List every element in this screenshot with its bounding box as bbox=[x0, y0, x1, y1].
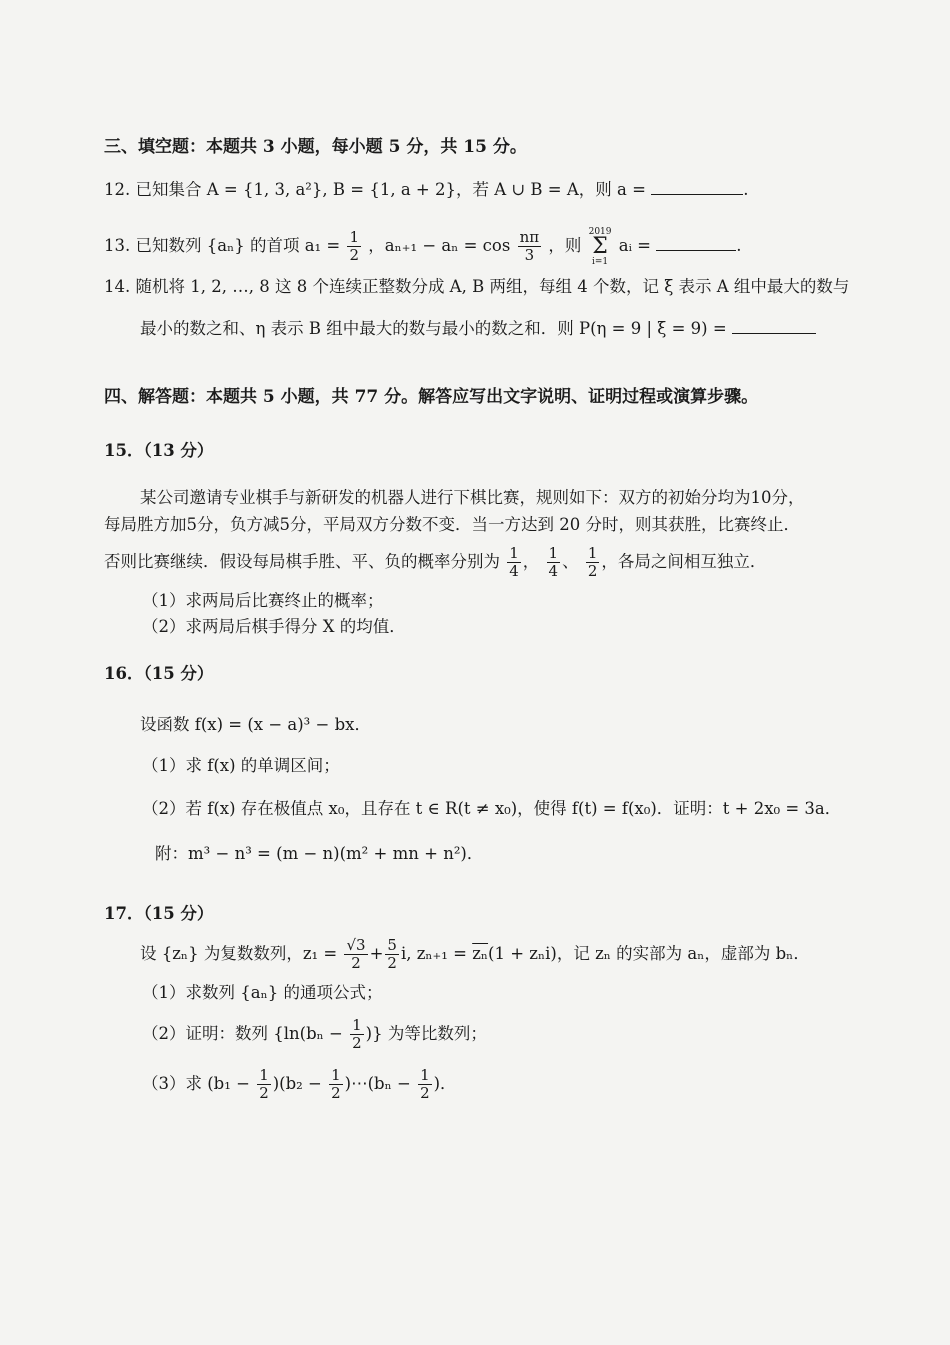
frac-numerator: √3 bbox=[346, 936, 366, 954]
q17-sub2-frac bbox=[350, 1017, 364, 1052]
frac-numerator: 5 bbox=[387, 936, 397, 954]
q14-number: 14. bbox=[104, 277, 131, 296]
q17-sub3-c: )⋯(bₙ − bbox=[344, 1074, 411, 1093]
q16-sub1: （1）求 f(x) 的单调区间； bbox=[142, 756, 340, 775]
frac-denominator: 2 bbox=[387, 954, 397, 972]
q12-end: . bbox=[743, 180, 749, 199]
section4-heading: 四、解答题：本题共 5 小题，共 77 分。解答应写出文字说明、证明过程或演算步骤。 bbox=[104, 387, 759, 407]
q17-sub2-text: （2）证明：数列 {ln(bₙ − bbox=[142, 1024, 343, 1043]
q13-part3: ，则 bbox=[548, 236, 582, 255]
q14-line2 bbox=[140, 317, 816, 340]
frac-denominator: 2 bbox=[331, 1084, 341, 1102]
q17-intro-b: i, zₙ₊₁ = bbox=[400, 944, 467, 963]
q13-part2: ，aₙ₊₁ − aₙ = cos bbox=[368, 236, 511, 255]
q15-prob-lose bbox=[586, 545, 600, 580]
frac-denominator: 3 bbox=[524, 246, 535, 264]
q16-sub2: （2）若 f(x) 存在极值点 x₀，且存在 t ∈ R(t ≠ x₀)，使得 f(t) = f(x₀)．证明：t + 2x₀ = 3a． bbox=[142, 799, 842, 818]
frac-denominator: 2 bbox=[351, 954, 361, 972]
frac-numerator: nπ bbox=[519, 228, 540, 246]
frac-numerator: 1 bbox=[587, 544, 598, 562]
question-13 bbox=[104, 224, 742, 268]
q15-sub2: （2）求两局后棋手得分 X 的均值． bbox=[142, 617, 406, 636]
q15-prob-draw bbox=[547, 545, 561, 580]
q17-frac-real bbox=[344, 937, 367, 972]
frac-denominator: 2 bbox=[259, 1084, 269, 1102]
question-12 bbox=[104, 178, 748, 201]
frac-denominator: 2 bbox=[420, 1084, 430, 1102]
q15-prob-win bbox=[507, 545, 521, 580]
q12-number: 12. bbox=[104, 180, 131, 199]
q17-sub2-end: )} 为等比数列； bbox=[365, 1024, 487, 1043]
frac-numerator: 1 bbox=[548, 544, 559, 562]
q17-sub3-frac1 bbox=[257, 1067, 271, 1102]
frac-numerator: 1 bbox=[259, 1066, 269, 1084]
q17-sub2 bbox=[142, 1012, 487, 1056]
q17-intro-a: 设 {zₙ} 为复数数列，z₁ = bbox=[140, 944, 338, 963]
q17-sub1: （1）求数列 {aₙ} 的通项公式； bbox=[142, 983, 383, 1002]
frac-denominator: 2 bbox=[349, 246, 360, 264]
q14-line1 bbox=[104, 276, 849, 298]
q16-intro: 设函数 f(x) = (x − a)³ − bx． bbox=[140, 715, 371, 734]
q15-line1: 某公司邀请专业棋手与新研发的机器人进行下棋比赛，规则如下：双方的初始分均为10分， bbox=[140, 488, 805, 507]
frac-numerator: 1 bbox=[509, 544, 519, 562]
sum-upper-limit: 2019 bbox=[588, 226, 612, 237]
q12-text: 已知集合 A = {1, 3, a²}, B = {1, a + 2}，若 A ∪ B = A，则 a = bbox=[135, 180, 646, 199]
q14-text1: 随机将 1, 2, …, 8 这 8 个连续正整数分成 A, B 两组，每组 4 个数，记 ξ 表示 A 组中最大的数与 bbox=[135, 277, 850, 296]
q17-label: 17．（15 分） bbox=[104, 904, 214, 923]
q15-line3-text: 否则比赛继续．假设每局棋手胜、平、负的概率分别为 bbox=[104, 552, 500, 571]
q17-sub3-frac2 bbox=[329, 1067, 343, 1102]
q17-intro-c: (1 + zₙi)，记 zₙ 的实部为 aₙ，虚部为 bₙ． bbox=[488, 944, 810, 963]
q15-label: 15．（13 分） bbox=[104, 441, 214, 460]
q17-frac-imag bbox=[385, 937, 399, 972]
q16-label: 16．（15 分） bbox=[104, 664, 214, 683]
q13-part1: 已知数列 {aₙ} 的首项 a₁ = bbox=[135, 236, 341, 255]
q17-sub3-a: （3）求 (b₁ − bbox=[142, 1074, 250, 1093]
q15-line2: 每局胜方加5分，负方减5分，平局双方分数不变．当一方达到 20 分时，则其获胜，比赛终止． bbox=[104, 515, 800, 534]
q17-sub3-frac3 bbox=[418, 1067, 432, 1102]
q17-plus: + bbox=[369, 944, 384, 963]
q17-sub3-b: )(b₂ − bbox=[272, 1074, 322, 1093]
q12-answer-blank bbox=[651, 178, 743, 195]
frac-denominator: 4 bbox=[509, 562, 519, 580]
q13-answer-blank bbox=[656, 234, 736, 251]
q13-part4: aᵢ = bbox=[618, 236, 651, 255]
sum-lower-limit: i=1 bbox=[591, 256, 609, 267]
q15-line3-end: ，各局之间相互独立． bbox=[601, 552, 767, 571]
q13-summation bbox=[589, 227, 612, 267]
frac-numerator: 1 bbox=[349, 228, 360, 246]
q17-sub3-d: )． bbox=[433, 1074, 457, 1093]
q13-frac-first-term bbox=[347, 229, 361, 264]
q13-number: 13. bbox=[104, 236, 131, 255]
sigma-icon: Σ bbox=[592, 233, 608, 259]
q13-end: . bbox=[736, 236, 742, 255]
q15-line3: 否则比赛继续．假设每局棋手胜、平、负的概率分别为 $\frac{1}{4}$ ， $\frac{1}{4}$ 、 $\frac{1}{2}$ ，各局之间相互独立． bbox=[104, 544, 767, 580]
q17-conjugate: $\overline{z_n}$ bbox=[472, 944, 489, 963]
frac-denominator: 2 bbox=[352, 1034, 362, 1052]
q16-note: 附：m³ − n³ = (m − n)(m² + mn + n²)． bbox=[155, 844, 484, 863]
q14-text2: 最小的数之和、η 表示 B 组中最大的数与最小的数之和．则 P(η = 9 | ξ = 9) = bbox=[140, 319, 727, 338]
frac-numerator: 1 bbox=[420, 1066, 430, 1084]
q14-answer-blank bbox=[732, 317, 816, 334]
frac-denominator: 4 bbox=[548, 562, 559, 580]
q15-sub1: （1）求两局后比赛终止的概率； bbox=[142, 591, 384, 610]
q17-sub3 bbox=[142, 1062, 457, 1106]
q17-intro bbox=[140, 932, 810, 976]
frac-numerator: 1 bbox=[352, 1016, 362, 1034]
frac-numerator: 1 bbox=[331, 1066, 341, 1084]
frac-denominator: 2 bbox=[587, 562, 598, 580]
section3-heading: 三、填空题：本题共 3 小题，每小题 5 分，共 15 分。 bbox=[104, 137, 527, 157]
q13-frac-cos-arg bbox=[518, 229, 542, 264]
